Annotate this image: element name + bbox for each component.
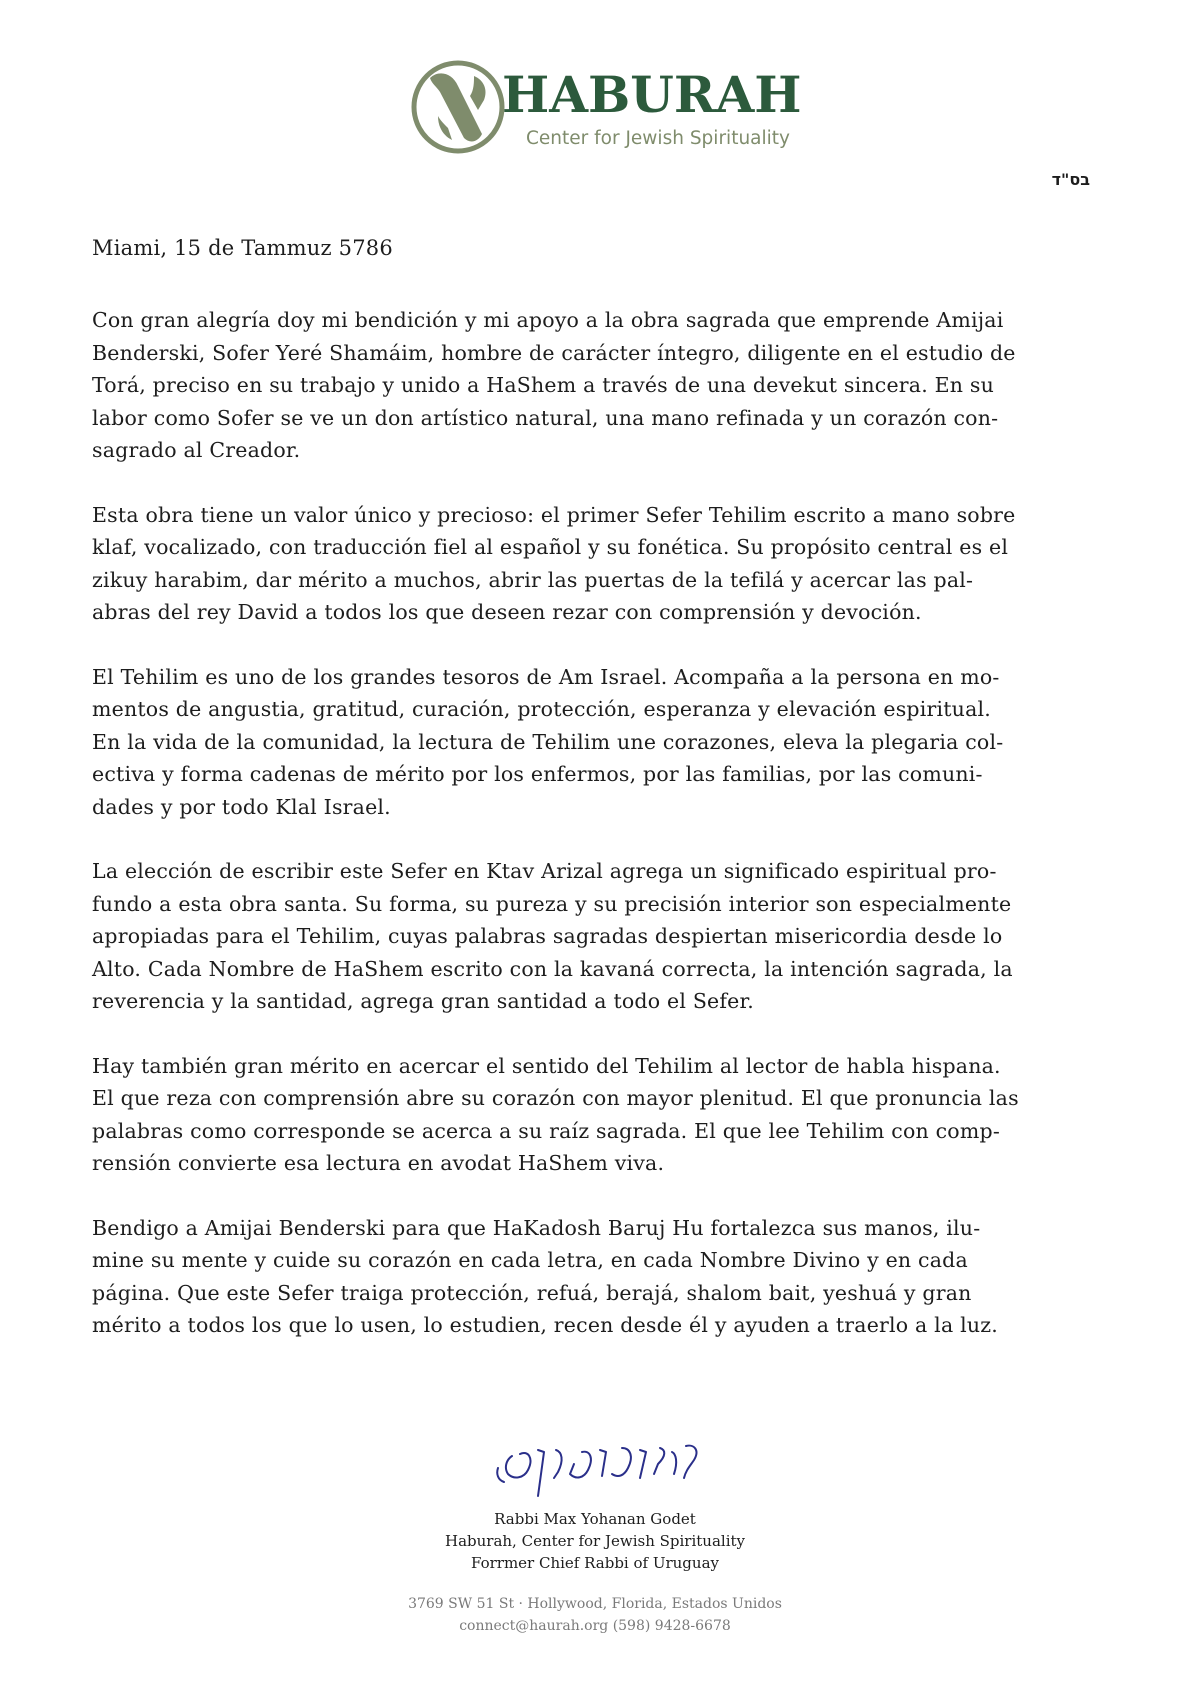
paragraph-line: dades y por todo Klal Israel. [92,794,391,819]
signer-organization: Haburah, Center for Jewish Spirituality [445,1532,745,1550]
paragraph-line: apropiadas para el Tehilim, cuyas palabras sagradas despiertan misericordia desde lo [92,924,1003,948]
bsd-header: בס"ד [1051,170,1090,189]
paragraph [92,661,1098,824]
brand-tagline: Center for Jewish Spirituality [526,128,790,149]
paragraph-line: mine su mente y cuide su corazón en cada letra, en cada Nombre Divino y en cada [92,1248,968,1272]
paragraph-line: Esta obra tiene un valor único y precioso: el primer Sefer Tehilim escrito a mano sobre [92,502,1016,527]
signer-name: Rabbi Max Yohanan Godet [494,1510,696,1528]
haburah-logo-icon [408,56,508,158]
paragraph-line: Torá, preciso en su trabajo y unido a HaShem a través de una devekut sincera. En su [92,373,995,397]
paragraph [92,855,1098,1018]
paragraph-line: Con gran alegría doy mi bendición y mi apoyo a la obra sagrada que emprende Amijai [92,308,1004,332]
footer-address: 3769 SW 51 St · Hollywood, Florida, Estados Unidos [408,1596,782,1612]
paragraph-line: En la vida de la comunidad, la lectura de Tehilim une corazones, eleva la plegaria col- [92,729,1004,754]
letter-body [92,304,1098,1374]
paragraph-line: mentos de angustia, gratitud, curación, protección, esperanza y elevación espiritual. [92,697,991,721]
paragraph-line: El que reza con comprensión abre su corazón con mayor plenitud. El que pronuncia las [92,1086,1019,1110]
paragraph-line: abras del rey David a todos los que deseen rezar con comprensión y devoción. [92,600,922,624]
brand-name: HABURAH [502,65,802,124]
paragraph-line: Bendigo a Amijai Benderski para que HaKadosh Baruj Hu fortalezca sus manos, ilu- [92,1215,981,1240]
paragraph [92,499,1098,629]
footer-contact: connect@haurah.org (598) 9428-6678 [459,1618,731,1634]
paragraph-line: rensión convierte esa lectura en avodat HaShem viva. [92,1151,665,1175]
paragraph-line: labor como Sofer se ve un don artístico natural, una mano refinada y un corazón con- [92,405,999,430]
paragraph-line: Hay también gran mérito en acercar el sentido del Tehilim al lector de habla hispana. [92,1053,1001,1078]
footer [0,1593,1190,1637]
paragraph-line: mérito a todos los que lo usen, lo estudien, recen desde él y ayuden a traerlo a la luz. [92,1313,998,1337]
letter-date: Miami, 15 de Tammuz 5786 [92,236,393,260]
paragraph-line: sagrado al Creador. [92,438,301,462]
letterhead [408,56,802,166]
paragraph-line: palabras como corresponde se acerca a su raíz sagrada. El que lee Tehilim con comp- [92,1118,1000,1143]
paragraph [92,304,1098,467]
paragraph-line: La elección de escribir este Sefer en Ktav Arizal agrega un significado espiritual pro- [92,859,997,883]
signer-block [0,1508,1190,1574]
paragraph-line: zikuy harabim, dar mérito a muchos, abrir las puertas de la tefilá y acercar las pal- [92,567,974,592]
paragraph-line: Benderski, Sofer Yeré Shamáim, hombre de carácter íntegro, diligente en el estudio de [92,340,1016,365]
paragraph-line: Alto. Cada Nombre de HaShem escrito con la kavaná correcta, la intención sagrada, la [92,956,1013,981]
handwritten-signature [490,1434,710,1504]
paragraph-line: fundo a esta obra santa. Su forma, su pureza y su precisión interior son especialmente [92,891,1012,916]
paragraph [92,1212,1098,1342]
paragraph-line: El Tehilim es uno de los grandes tesoros de Am Israel. Acompaña a la persona en mo- [92,664,1000,689]
paragraph [92,1050,1098,1180]
paragraph-line: ectiva y forma cadenas de mérito por los enfermos, por las familias, por las comuni- [92,762,983,786]
paragraph-line: klaf, vocalizado, con traducción fiel al español y su fonética. Su propósito central es el [92,535,1009,559]
paragraph-line: reverencia y la santidad, agrega gran santidad a todo el Sefer. [92,989,754,1013]
signer-title: Forrmer Chief Rabbi of Uruguay [471,1554,719,1572]
paragraph-line: página. Que este Sefer traiga protección, refuá, berajá, shalom bait, yeshuá y gran [92,1280,972,1305]
